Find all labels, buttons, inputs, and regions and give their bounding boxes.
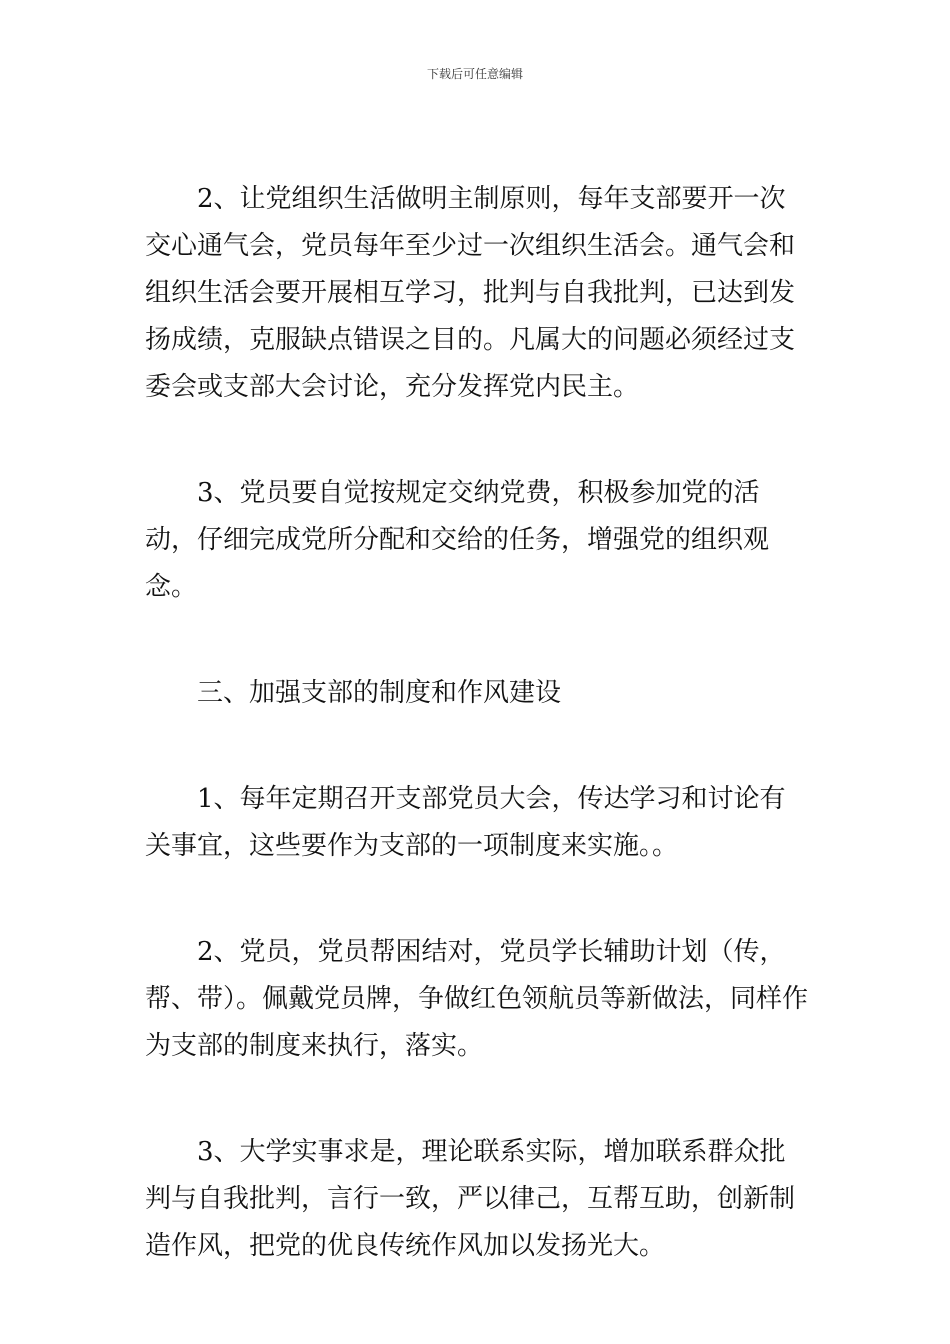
paragraph-democratic-principle: 2、让党组织生活做明主制原则，每年支部要开一次交心通气会，党员每年至少过一次组织生活会。通气会和组织生活会要开展相互学习，批判与自我批判，已达到发扬成绩，克服缺点错误之目的。凡属大的问题必须经过支委会或支部大会讨论，充分发挥党内民主。 bbox=[145, 184, 796, 402]
page-header-note: 下载后可任意编辑 bbox=[426, 67, 523, 81]
paragraph-annual-meeting: 1、每年定期召开支部党员大会，传达学习和讨论有关事宜，这些要作为支部的一项制度来实施。。 bbox=[145, 784, 786, 861]
document-body bbox=[145, 176, 810, 1270]
paragraph-pairing-assistance: 2、党员，党员帮困结对，党员学长辅助计划（传，帮、带）。佩戴党员牌，争做红色领航员等新做法，同样作为支部的制度来执行，落实。 bbox=[145, 937, 809, 1061]
section-heading-system-and-style: 三、加强支部的制度和作风建设 bbox=[197, 678, 562, 708]
paragraph-party-dues: 3、党员要自觉按规定交纳党费，积极参加党的活动，仔细完成党所分配和交给的任务，增强党的组织观念。 bbox=[145, 478, 770, 602]
paragraph-work-style: 3、大学实事求是，理论联系实际，增加联系群众批判与自我批判，言行一致，严以律己，互帮互助，创新制造作风，把党的优良传统作风加以发扬光大。 bbox=[145, 1137, 796, 1261]
